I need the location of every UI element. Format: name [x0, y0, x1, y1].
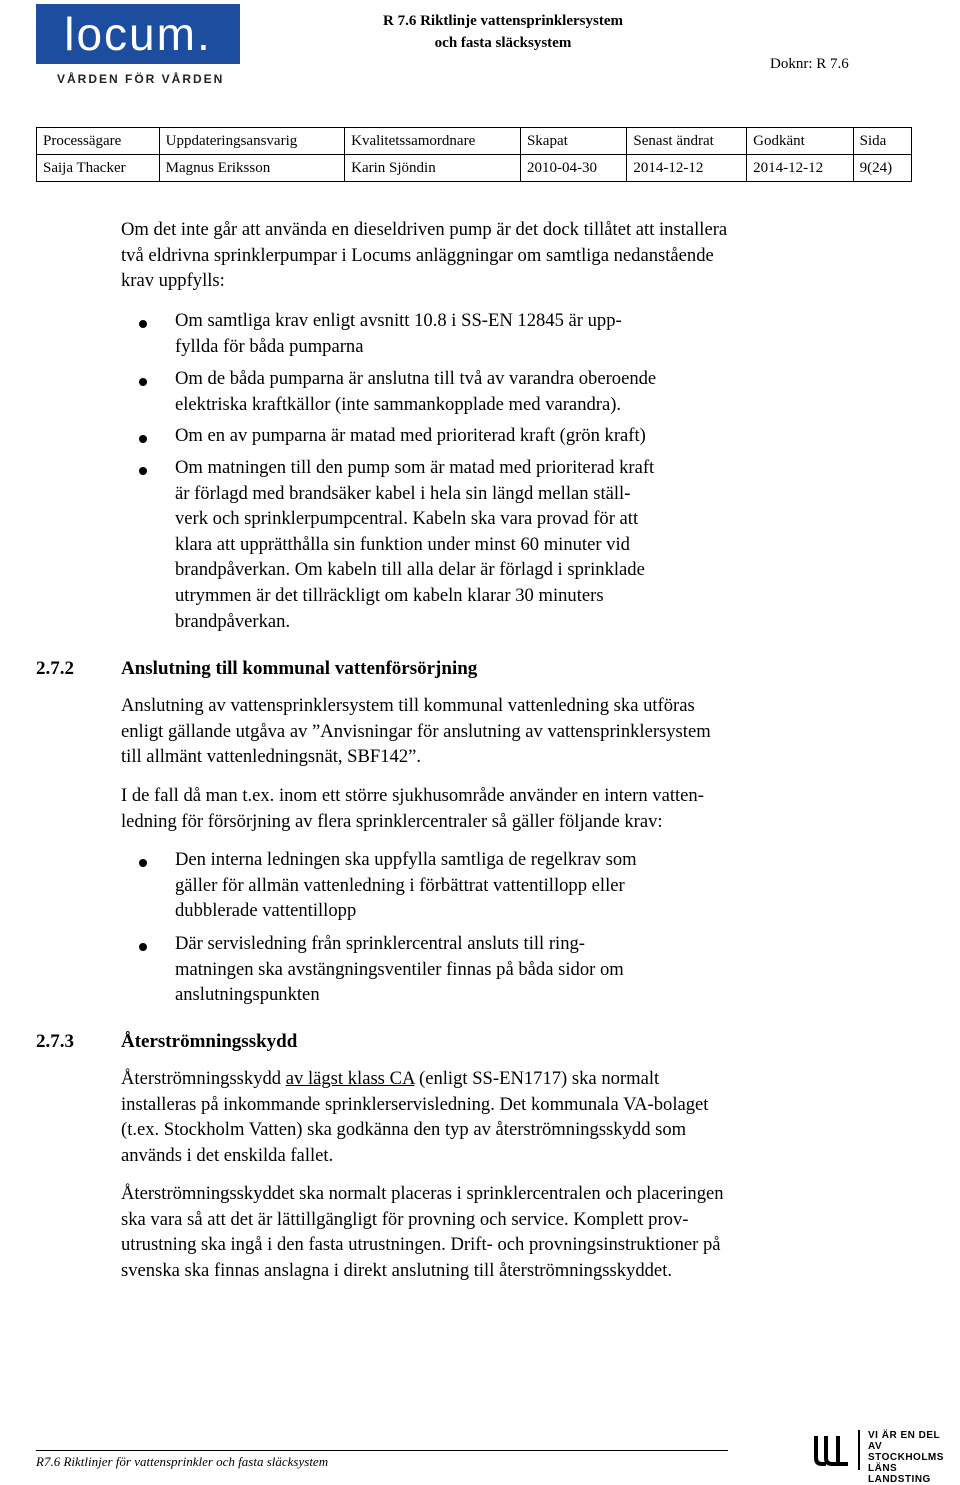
- list-item: [175, 847, 775, 924]
- meta-label: Sida: [853, 128, 911, 155]
- text-line: I de fall då man t.ex. inom ett större sjukhusområde använder en intern vatten-: [121, 785, 704, 806]
- document-title: [362, 10, 644, 54]
- text-line: till allmänt vattenledningsnät, SBF142”.: [121, 746, 422, 768]
- meta-value: Saija Thacker: [37, 155, 160, 182]
- paragraph: [121, 783, 861, 834]
- list-item: [175, 931, 775, 1008]
- meta-label: Senast ändrat: [627, 128, 747, 155]
- sll-divider: [858, 1430, 860, 1470]
- text-line: Om de båda pumparna är anslutna till två av varandra oberoende: [175, 368, 657, 389]
- document-title-line2: och fasta släcksystem: [434, 35, 572, 51]
- text-line: fyllda för båda pumparna: [175, 335, 364, 357]
- bullet-icon: [139, 943, 147, 951]
- list-item: [175, 423, 775, 449]
- text-line: anslutningspunkten: [175, 984, 320, 1006]
- sll-mark-icon: [812, 1434, 852, 1468]
- section-number: 2.7.2: [36, 658, 74, 679]
- section-number: 2.7.3: [36, 1031, 74, 1052]
- list-item: [175, 455, 775, 634]
- bullet-icon: [139, 859, 147, 867]
- meta-value: 2014-12-12: [627, 155, 747, 182]
- bullet-icon: [139, 378, 147, 386]
- paragraph: [121, 1066, 861, 1168]
- document-meta-table: [36, 127, 912, 182]
- text-line: ska vara så att det är lättillgängligt för provning och service. Komplett prov-: [121, 1208, 689, 1230]
- text-line: brandpåverkan.: [175, 610, 291, 632]
- meta-label: Godkänt: [747, 128, 853, 155]
- intro-paragraph: [121, 217, 861, 294]
- text-line: Om samtliga krav enligt avsnitt 10.8 i SS-EN 12845 är upp-: [175, 310, 622, 331]
- text-line: Den interna ledningen ska uppfylla samtliga de regelkrav som: [175, 849, 637, 870]
- meta-label: Skapat: [520, 128, 626, 155]
- text-line: (t.ex. Stockholm Vatten) ska godkänna den typ av återströmningsskydd som: [121, 1119, 687, 1141]
- footer-text: R7.6 Riktlinjer för vattensprinkler och fasta släcksystem: [36, 1454, 329, 1469]
- text-line: är förlagd med brandsäker kabel i hela sin längd mellan ställ-: [175, 482, 631, 504]
- meta-value: 9(24): [853, 155, 911, 182]
- text-line: utrustning ska ingå i den fasta utrustningen. Drift- och provningsinstruktioner på: [121, 1234, 721, 1256]
- text-line: två eldrivna sprinklerpumpar i Locums anläggningar om samtliga nedanstående: [121, 244, 714, 266]
- text-line: klara att upprätthålla sin funktion under minst 60 minuter vid: [175, 533, 630, 555]
- text-line: Om det inte går att använda en dieseldriven pump är det dock tillåtet att installera: [121, 219, 728, 240]
- meta-value: Magnus Eriksson: [159, 155, 345, 182]
- text-span: (enligt SS-EN1717) ska normalt: [414, 1068, 660, 1089]
- meta-value: 2014-12-12: [747, 155, 853, 182]
- text-line: ledning för försörjning av flera sprinklercentraler så gäller följande krav:: [121, 810, 663, 832]
- text-line: verk och sprinklerpumpcentral. Kabeln ska vara provad för att: [175, 508, 639, 530]
- text-line: gäller för allmän vattenledning i förbättrat vattentillopp eller: [175, 874, 625, 896]
- underlined-text: av lägst klass CA: [285, 1068, 415, 1089]
- section-heading: Återströmningsskydd: [121, 1031, 298, 1052]
- paragraph: [121, 693, 861, 770]
- list-item: [175, 366, 775, 417]
- document-number: Doknr: R 7.6: [770, 56, 849, 72]
- text-line: krav uppfylls:: [121, 270, 225, 292]
- section-heading: Anslutning till kommunal vattenförsörjning: [121, 658, 478, 679]
- bullet-icon: [139, 467, 147, 475]
- sll-wordmark: [868, 1430, 956, 1485]
- text-line: används i det enskilda fallet.: [121, 1144, 334, 1166]
- text-line: utrymmen är det tillräckligt om kabeln klarar 30 minuters: [175, 584, 604, 606]
- meta-label: Uppdateringsansvarig: [159, 128, 345, 155]
- meta-label: Processägare: [37, 128, 160, 155]
- text-line: Där servisledning från sprinklercentral ansluts till ring-: [175, 933, 585, 954]
- text-line: Anslutning av vattensprinklersystem till kommunal vattenledning ska utföras: [121, 695, 695, 716]
- locum-logo: [36, 4, 240, 64]
- text-line: dubblerade vattentillopp: [175, 900, 357, 922]
- meta-label: Kvalitetssamordnare: [345, 128, 521, 155]
- text-line: brandpåverkan. Om kabeln till alla delar är förlagd i sprinklade: [175, 559, 645, 581]
- sll-logo: [812, 1430, 956, 1485]
- sll-line: LÄNS LANDSTING: [868, 1463, 931, 1485]
- meta-label-row: [37, 128, 912, 155]
- footer-divider: [36, 1450, 728, 1451]
- bullet-icon: [139, 435, 147, 443]
- text-line: enligt gällande utgåva av ”Anvisningar för anslutning av vattensprinklersystem: [121, 720, 711, 742]
- meta-value-row: [37, 155, 912, 182]
- text-span: Återströmningsskydd: [121, 1068, 286, 1089]
- text-line: elektriska kraftkällor (inte sammankopplade med varandra).: [175, 393, 622, 415]
- document-title-line1: R 7.6 Riktlinje vattensprinklersystem: [383, 13, 623, 29]
- list-item: [175, 308, 775, 359]
- text-line: Om en av pumparna är matad med prioriterad kraft (grön kraft): [175, 425, 646, 446]
- text-line: [121, 1066, 861, 1092]
- text-line: Om matningen till den pump som är matad med prioriterad kraft: [175, 457, 655, 478]
- text-line: Återströmningsskyddet ska normalt placeras i sprinklercentralen och placeringen: [121, 1183, 724, 1204]
- logo-wordmark: locum.: [64, 8, 212, 60]
- bullet-icon: [139, 320, 147, 328]
- sll-line: STOCKHOLMS: [868, 1452, 944, 1463]
- paragraph: [121, 1181, 861, 1283]
- sll-line: VI ÄR EN DEL AV: [868, 1430, 940, 1452]
- text-line: svenska ska finnas anslagna i direkt anslutning till återströmningsskyddet.: [121, 1259, 673, 1281]
- logo-tagline: VÅRDEN FÖR VÅRDEN: [57, 72, 225, 86]
- meta-value: Karin Sjöndin: [345, 155, 521, 182]
- text-line: matningen ska avstängningsventiler finnas på båda sidor om: [175, 958, 624, 980]
- meta-value: 2010-04-30: [520, 155, 626, 182]
- text-line: installeras på inkommande sprinklerservisledning. Det kommunala VA-bolaget: [121, 1093, 709, 1115]
